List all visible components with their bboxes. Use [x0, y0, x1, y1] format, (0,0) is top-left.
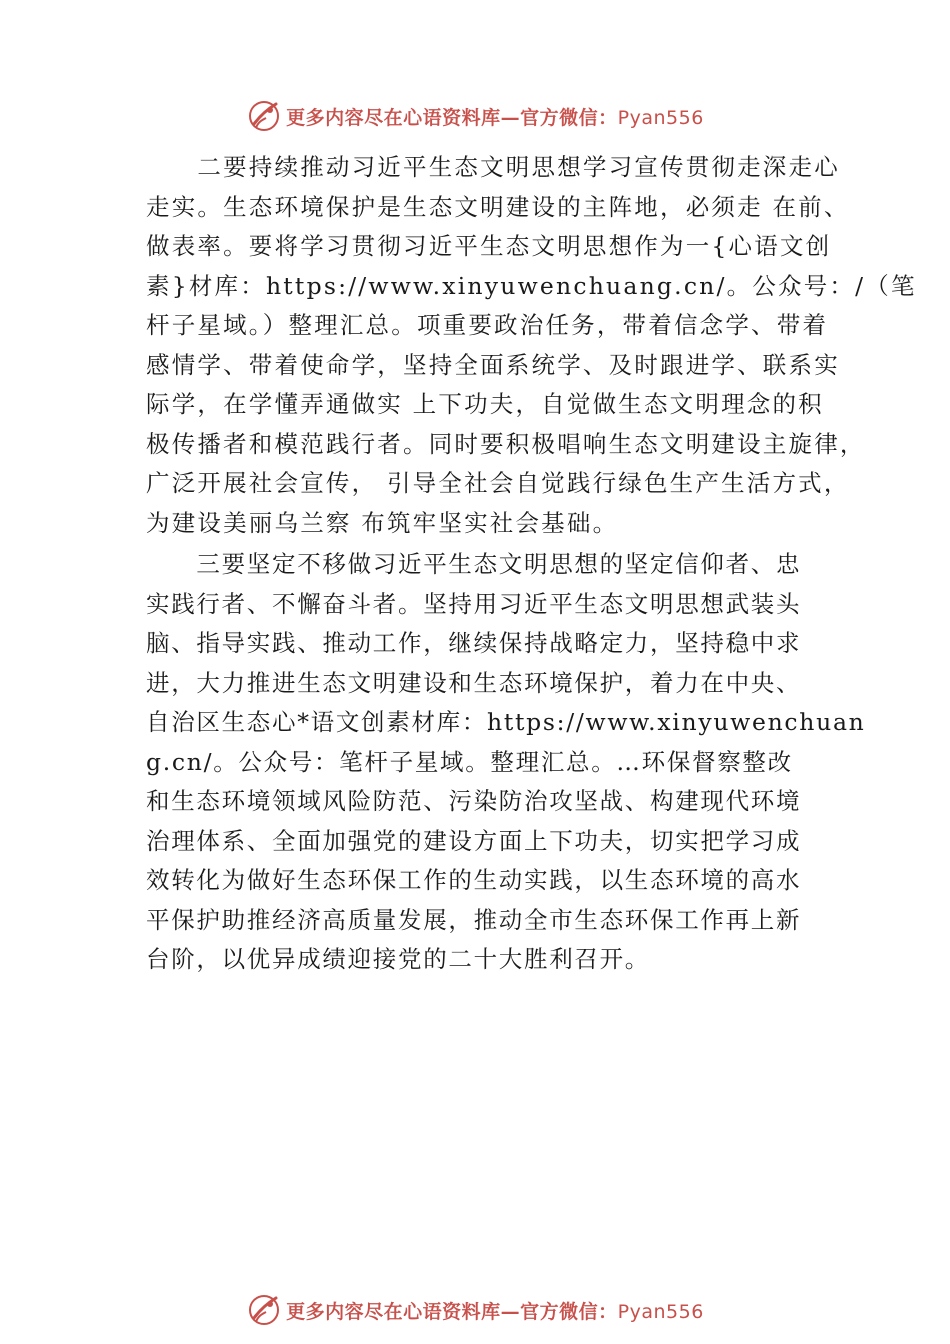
- text-line: 素}材库：https://www.xinyuwenchuang.cn/。公众号：/（笔: [146, 271, 917, 300]
- paragraph-2: [146, 545, 866, 980]
- text-line: 自治区生态心*语文创素材库：https://www.xinyuwenchuan: [146, 708, 866, 736]
- header-watermark: [0, 96, 950, 136]
- text-line: 际学，在学懂弄通做实 上下功夫，自觉做生态文明理念的积: [146, 390, 824, 418]
- text-line: 实践行者、不懈奋斗者。坚持用习近平生态文明思想武装头: [146, 589, 802, 618]
- footer-watermark: [0, 1290, 950, 1330]
- text-line: 杆子星域。）整理汇总。项重要政治任务，带着信念学、带着: [146, 311, 829, 339]
- text-line: 三要坚定不移做习近平生态文明思想的坚定信仰者、忠: [146, 550, 802, 578]
- text-line: 治理体系、全面加强党的建设方面上下功夫，切实把学习成: [146, 826, 802, 855]
- text-line: 台阶，以优异成绩迎接党的二十大胜利召开。: [146, 945, 650, 973]
- text-line: 二要持续推动习近平生态文明思想学习宣传贯彻走深走心: [146, 153, 840, 181]
- text-line: 广泛开展社会宣传， 引导全社会自觉践行绿色生产生活方式，: [146, 469, 850, 497]
- text-line: 进，大力推进生态文明建设和生态环境保护，着力在中央、: [146, 668, 802, 697]
- text-line: 极传播者和模范践行者。同时要积极唱响生态文明建设主旋律，: [146, 429, 866, 458]
- document-body: [146, 148, 917, 980]
- watermark-text: 更多内容尽在心语资料库—官方微信：Pyan556: [286, 1300, 704, 1323]
- text-line: 为建设美丽乌兰察 布筑牢坚实社会基础。: [146, 508, 619, 537]
- text-line: 走实。生态环境保护是生态文明建设的主阵地，必须走 在前、: [146, 192, 850, 221]
- brush-logo-icon: [246, 98, 282, 134]
- text-line: 效转化为做好生态环保工作的生动实践，以生态环境的高水: [146, 866, 802, 894]
- text-line: 平保护助推经济高质量发展，推动全市生态环保工作再上新: [146, 905, 802, 934]
- text-line: 脑、指导实践、推动工作，继续保持战略定力，坚持稳中求: [146, 629, 802, 657]
- text-line: g.cn/。公众号：笔杆子星域。整理汇总。…环保督察整改: [146, 747, 793, 776]
- text-line: 感情学、带着使命学，坚持全面系统学、及时跟进学、联系实: [146, 350, 840, 379]
- text-line: 做表率。要将学习贯彻习近平生态文明思想作为一{心语文创: [146, 232, 832, 260]
- watermark-text: 更多内容尽在心语资料库—官方微信：Pyan556: [286, 106, 704, 129]
- brush-logo-icon: [246, 1292, 282, 1328]
- text-line: 和生态环境领域风险防范、污染防治攻坚战、构建现代环境: [146, 787, 802, 815]
- paragraph-1: [146, 148, 917, 543]
